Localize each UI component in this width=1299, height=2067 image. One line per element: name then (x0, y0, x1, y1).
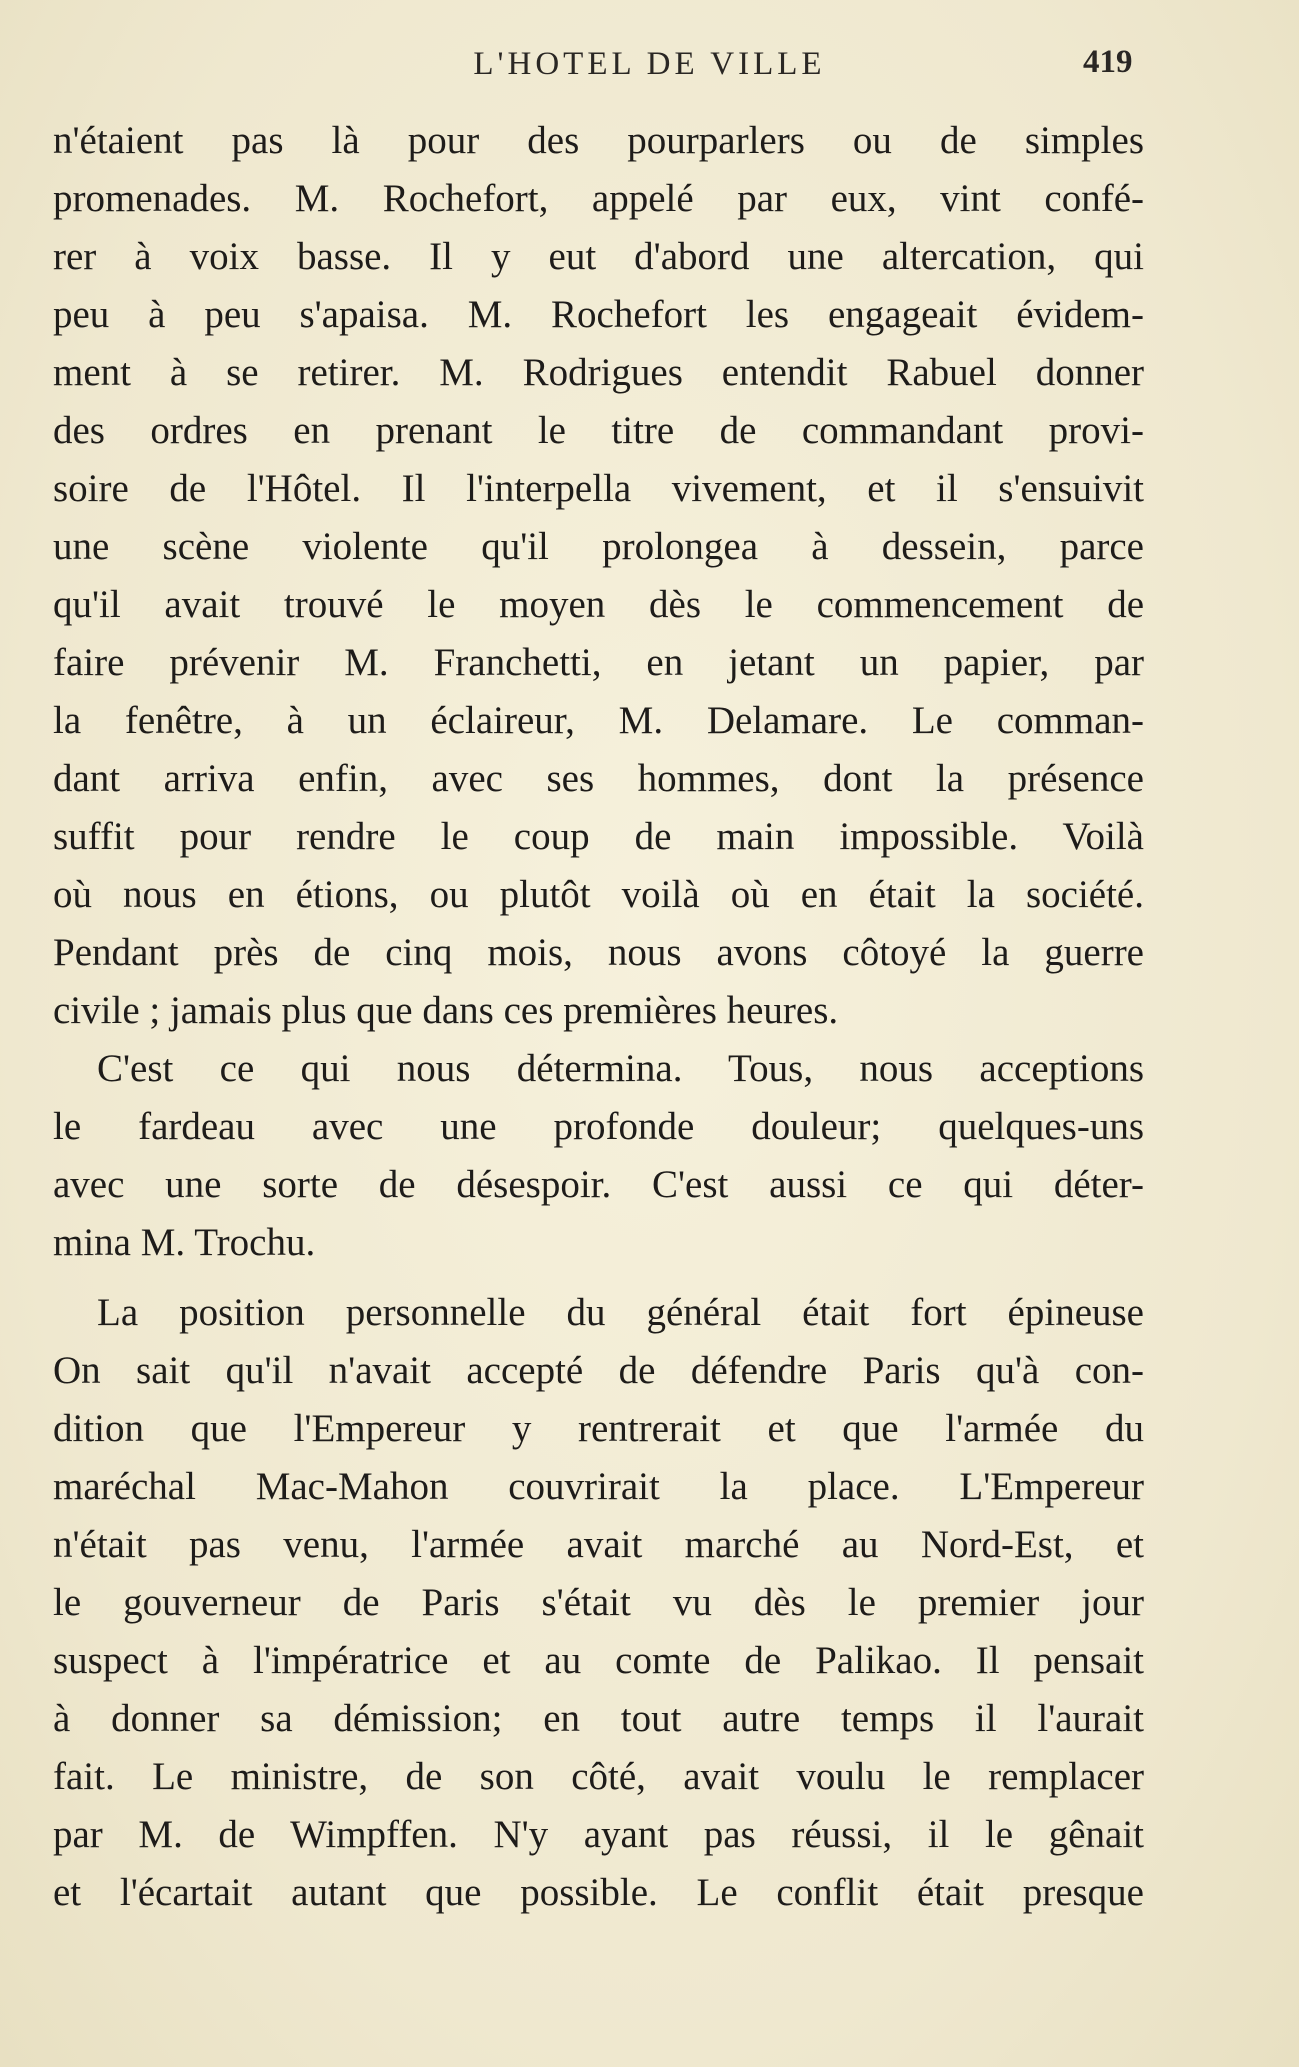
text-line: n'était pas venu, l'armée avait marché au Nord-Est, et (53, 1523, 1144, 1566)
running-head (0, 40, 1299, 90)
text-line: promenades. M. Rochefort, appelé par eux, vint confé- (53, 177, 1144, 220)
text-line: dition que l'Empereur y rentrerait et que l'armée du (53, 1407, 1144, 1450)
text-line: Pendant près de cinq mois, nous avons côtoyé la guerre (53, 931, 1144, 974)
paragraph-2 (53, 1040, 1144, 1272)
text-line: à donner sa démission; en tout autre temps il l'aurait (53, 1697, 1144, 1740)
text-line: On sait qu'il n'avait accepté de défendre Paris qu'à con- (53, 1349, 1144, 1392)
text-line: qu'il avait trouvé le moyen dès le commencement de (53, 583, 1144, 626)
text-line: C'est ce qui nous détermina. Tous, nous acceptions (97, 1047, 1144, 1090)
text-line: mina M. Trochu. (53, 1221, 316, 1264)
paragraph-gap (53, 1272, 1144, 1284)
text-line: suffit pour rendre le coup de main impossible. Voilà (53, 815, 1144, 858)
text-line: le gouverneur de Paris s'était vu dès le premier jour (53, 1581, 1144, 1624)
text-line: faire prévenir M. Franchetti, en jetant un papier, par (53, 641, 1144, 684)
text-line: ment à se retirer. M. Rodrigues entendit Rabuel donner (53, 351, 1144, 394)
text-line: soire de l'Hôtel. Il l'interpella vivement, et il s'ensuivit (53, 467, 1144, 510)
text-line: par M. de Wimpffen. N'y ayant pas réussi, il le gênait (53, 1813, 1144, 1856)
text-line: maréchal Mac-Mahon couvrirait la place. L'Empereur (53, 1465, 1144, 1508)
text-line: une scène violente qu'il prolongea à dessein, parce (53, 525, 1144, 568)
text-line: et l'écartait autant que possible. Le conflit était presque (53, 1871, 1144, 1914)
text-line: le fardeau avec une profonde douleur; quelques-uns (53, 1105, 1144, 1148)
text-line: où nous en étions, ou plutôt voilà où en était la société. (53, 873, 1144, 916)
paragraph-1 (53, 112, 1144, 1040)
text-line: la fenêtre, à un éclaireur, M. Delamare. Le comman- (53, 699, 1144, 742)
text-line: La position personnelle du général était fort épineuse (97, 1291, 1144, 1334)
paragraph-3 (53, 1284, 1144, 1922)
page-number: 419 (1083, 44, 1133, 80)
running-title: L'HOTEL DE VILLE (473, 46, 826, 82)
text-line: dant arriva enfin, avec ses hommes, dont la présence (53, 757, 1144, 800)
text-line: n'étaient pas là pour des pourparlers ou de simples (53, 119, 1144, 162)
text-line: rer à voix basse. Il y eut d'abord une altercation, qui (53, 235, 1144, 278)
text-line: avec une sorte de désespoir. C'est aussi ce qui déter- (53, 1163, 1144, 1206)
text-line: des ordres en prenant le titre de commandant provi- (53, 409, 1144, 452)
body-text (53, 112, 1144, 1922)
text-line: suspect à l'impératrice et au comte de Palikao. Il pensait (53, 1639, 1144, 1682)
text-line: peu à peu s'apaisa. M. Rochefort les engageait évidem- (53, 293, 1144, 336)
text-line: civile ; jamais plus que dans ces premières heures. (53, 989, 839, 1032)
text-line: fait. Le ministre, de son côté, avait voulu le remplacer (53, 1755, 1144, 1798)
